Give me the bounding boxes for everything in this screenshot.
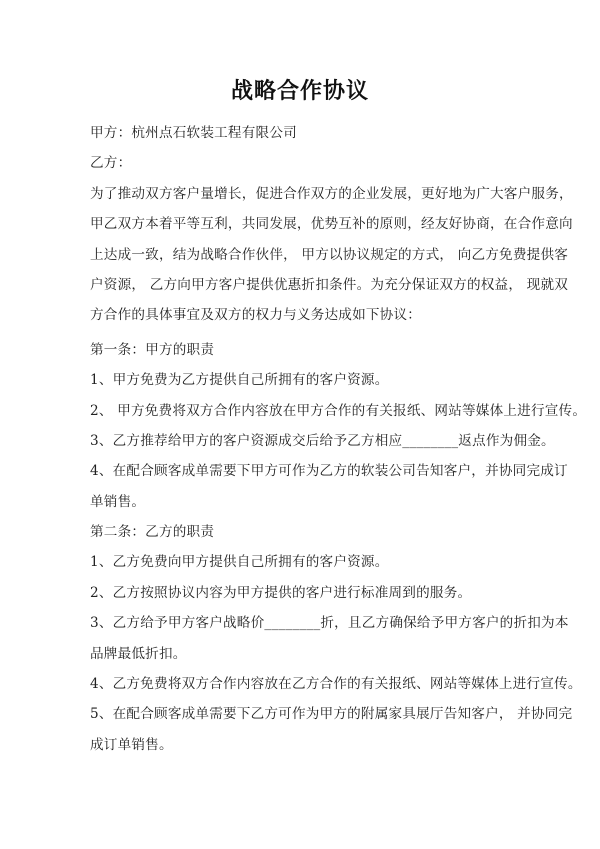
article2-line: 2、乙方按照协议内容为甲方提供的客户进行标准周到的服务。: [90, 584, 472, 601]
document-body: [90, 118, 587, 760]
intro-line: 为了推动双方客户量增长，促进合作双方的企业发展，更好地为广大客户服务，: [90, 185, 573, 202]
party-a: 甲方：杭州点石软装工程有限公司: [90, 125, 297, 141]
party-b: 乙方：: [90, 155, 132, 172]
intro-line: 上达成一致，结为战略合作伙伴， 甲方以协议规定的方式， 向乙方免费提供客: [90, 246, 569, 263]
article1-heading: 第一条：甲方的职责: [90, 341, 215, 358]
article2-line: 1、乙方免费向甲方提供自己所拥有的客户资源。: [90, 554, 389, 571]
article2-line: 成订单销售。: [90, 736, 173, 753]
document-title: 战略合作协议: [230, 78, 369, 104]
article2-line: 3、乙方给予甲方客户战略价________折，且乙方确保给予甲方客户的折扣为本: [90, 615, 569, 632]
article1-line: 单销售。: [90, 493, 146, 510]
article2-line: 5、在配合顾客成单需要下乙方可作为甲方的附属家具展厅告知客户， 并协同完: [90, 706, 573, 723]
article1-line: 2、 甲方免费将双方合作内容放在甲方合作的有关报纸、网站等媒体上进行宣传。: [90, 402, 587, 419]
article2-line: 4、乙方免费将双方合作内容放在乙方合作的有关报纸、网站等媒体上进行宣传。: [90, 676, 582, 693]
intro-line: 甲乙双方本着平等互利，共同发展，优势互补的原则，经友好协商，在合作意向: [90, 216, 573, 233]
article2-line: 品牌最低折扣。: [90, 645, 187, 662]
article1-line: 3、乙方推荐给甲方的客户资源成交后给予乙方相应________返点作为佣金。: [90, 432, 555, 449]
article2-heading: 第二条：乙方的职责: [90, 524, 215, 541]
article1-line: 4、在配合顾客成单需要下甲方可作为乙方的软装公司告知客户，并协同完成订: [90, 463, 568, 480]
article1-line: 1、甲方免费为乙方提供自己所拥有的客户资源。: [90, 372, 389, 389]
intro-line: 户资源， 乙方向甲方客户提供优惠折扣条件。为充分保证双方的权益， 现就双: [90, 276, 569, 293]
intro-line: 方合作的具体事宜及双方的权力与义务达成如下协议：: [90, 307, 422, 324]
